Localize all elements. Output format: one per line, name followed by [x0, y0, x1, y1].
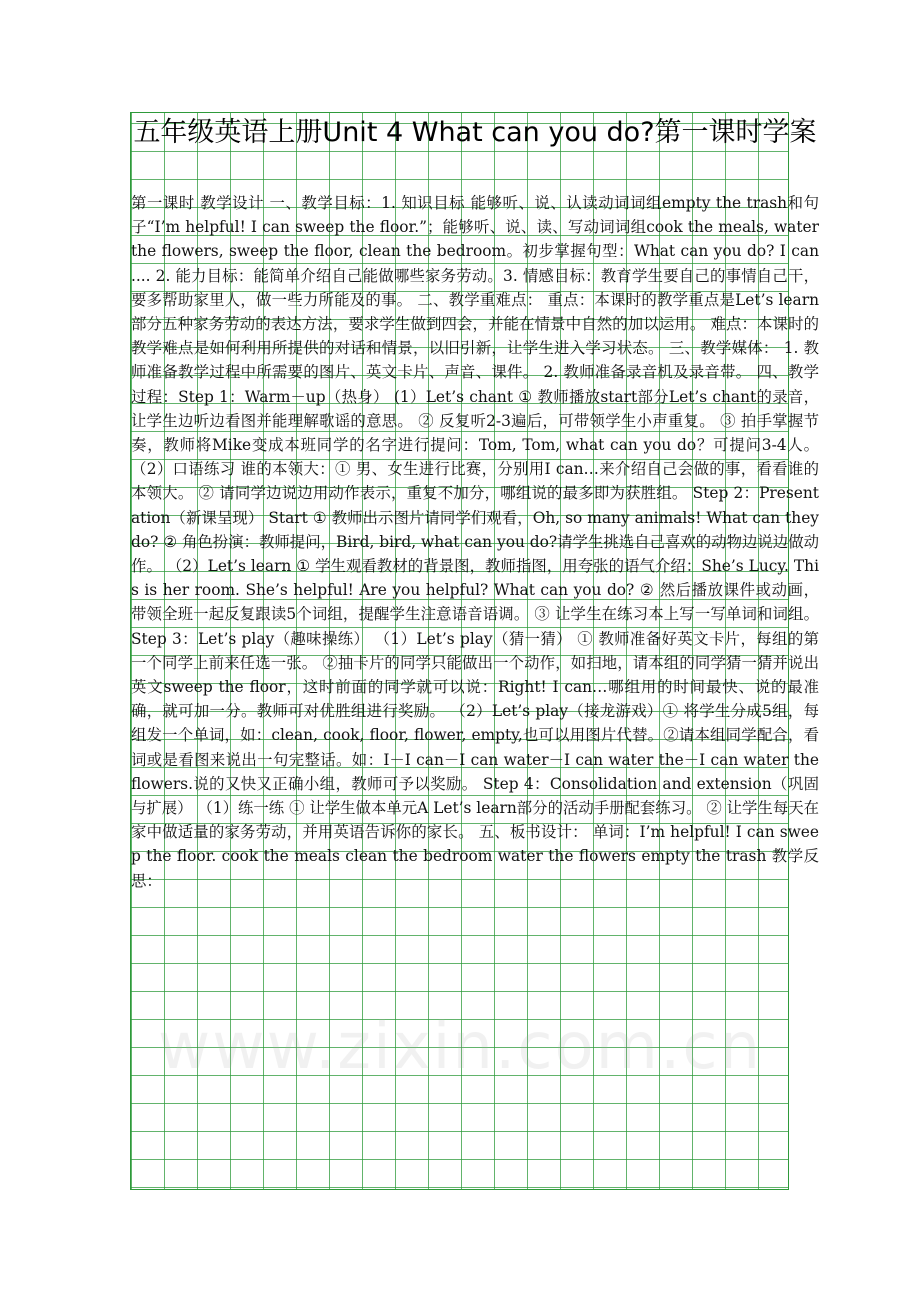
- lesson-plan-body: 第一课时 教学设计 一、教学目标：1. 知识目标 能够听、说、认读动词词组empty the trash和句子“I’m helpful! I can sweep the floor.”；能够听、说、读、写动词词组cook the meals, water the flowers, sweep the floor, clean the bedroom。初步掌握句型：What can you do? I can .... 2. 能力目标：能简单介绍自己能做哪些家务劳动。3. 情感目标：教育学生要自己的事情自己干，要多帮助家里人，做一些力所能及的事。 二、教学重难点： 重点：本课时的教学重点是Let’s learn部分五种家务劳动的表达方法，要求学生做到四会，并能在情景中自然的加以运用。 难点：本课时的教学难点是如何利用所提供的对话和情景，以旧引新，让学生进入学习状态。 三、教学媒体： 1. 教师准备教学过程中所需要的图片、英文卡片、声音、课件。 2. 教师准备录音机及录音带。 四、教学过程：Step 1：Warm－up（热身） (1）Let’s chant ① 教师播放start部分Let’s chant的录音，让学生边听边看图并能理解歌谣的意思。 ② 反复听2-3遍后，可带领学生小声重复。 ③ 拍手掌握节奏，教师将Mike变成本班同学的名字进行提问：Tom, Tom, what can you do？可提问3-4人。 （2）口语练习 谁的本领大：① 男、女生进行比赛，分别用I can…来介绍自己会做的事，看看谁的本领大。 ② 请同学边说边用动作表示，重复不加分，哪组说的最多即为获胜组。 Step 2：Presentation（新课呈现） Start ① 教师出示图片请同学们观看，Oh, so many animals! What can they do? ② 角色扮演：教师提问，Bird, bird, what can you do?请学生挑选自己喜欢的动物边说边做动作。 （2）Let’s learn ① 学生观看教材的背景图，教师指图，用夸张的语气介绍：She’s Lucy. This is her room. She’s helpful! Are you helpful? What can you do? ② 然后播放课件或动画，带领全班一起反复跟读5个词组，提醒学生注意语音语调。 ③ 让学生在练习本上写一写单词和词组。 Step 3：Let’s play（趣味操练） （1）Let’s play（猜一猜） ① 教师准备好英文卡片，每组的第一个同学上前来任选一张。 ②抽卡片的同学只能做出一个动作，如扫地，请本组的同学猜一猜并说出英文sweep the floor，这时前面的同学就可以说：Right! I can…哪组用的时间最快、说的最准确，就可加一分。教师可对优胜组进行奖励。 （2）Let’s play（接龙游戏）① 将学生分成5组，每组发一个单词，如：clean, cook, floor, flower, empty,也可以用图片代替。②请本组同学配合，看词或是看图来说出一句完整话。如：I－I can－I can water－I can water the－I can water the flowers.说的又快又正确小组，教师可予以奖励。 Step 4：Consolidation and extension（巩固与扩展） （1）练一练 ① 让学生做本单元A Let’s learn部分的活动手册配套练习。 ② 让学生每天在家中做适量的家务劳动，并用英语告诉你的家长。 五、板书设计： 单词：I’m helpful! I can sweep the floor. cook the meals clean the bedroom water the flowers empty the trash 教学反思：: [131, 194, 819, 890]
- watermark: www.zixin.com.cn: [157, 1010, 763, 1084]
- document-title: 五年级英语上册Unit 4 What can you do?第一课时学案: [133, 117, 817, 148]
